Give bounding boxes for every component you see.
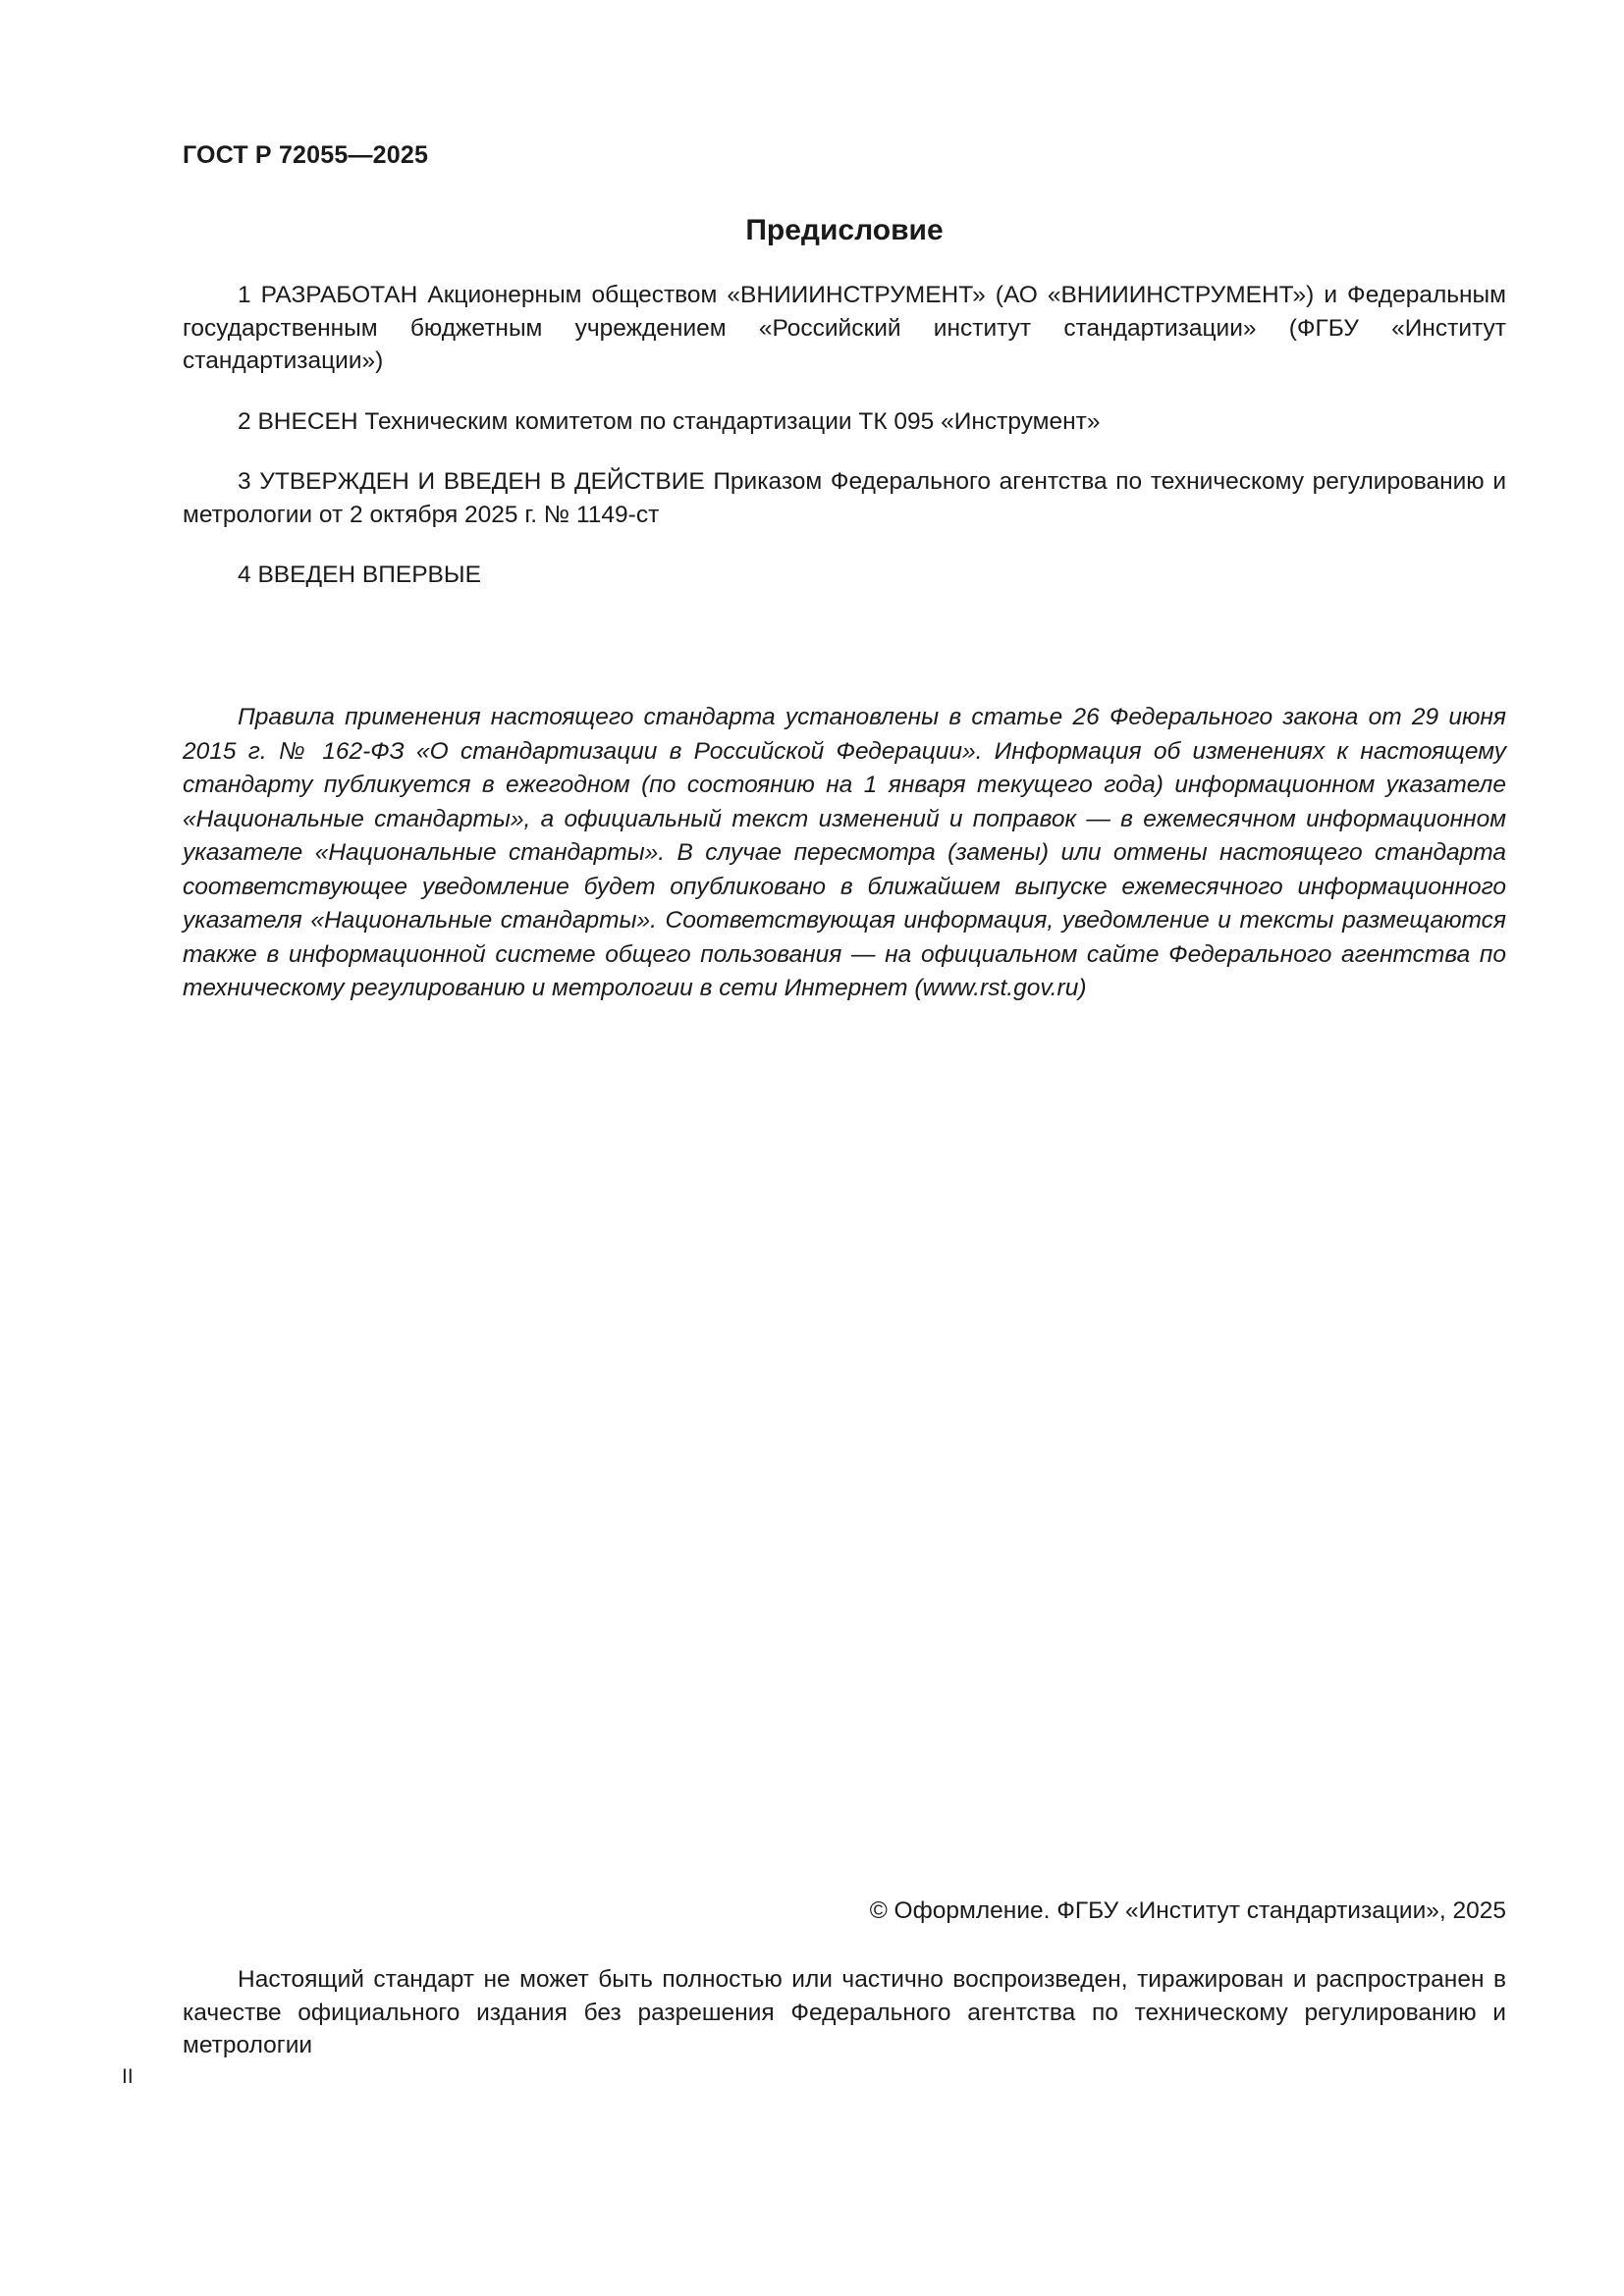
- application-rules-note: [183, 701, 1506, 1006]
- foreword-clause-4: [183, 559, 1506, 592]
- clause-number-1: 1: [238, 282, 251, 308]
- copyright-line: © Оформление. ФГБУ «Институт стандартизации», 2025: [869, 1897, 1506, 1924]
- clause-number-4: 4: [238, 561, 251, 588]
- clause-text-2: ВНЕСЕН Техническим комитетом по стандартизации ТК 095 «Инструмент»: [257, 407, 1101, 435]
- page-title: Предисловие: [745, 214, 944, 246]
- restriction-text: Настоящий стандарт не может быть полностью или частично воспроизведен, тиражирован и распространен в качестве официального издания без разрешения Федерального агентства по техническому регулированию и метрологии: [183, 1966, 1506, 2058]
- page-number-folio: II: [122, 2065, 134, 2088]
- clause-text-3: УТВЕРЖДЕН И ВВЕДЕН В ДЕЙСТВИЕ Приказом Федерального агентства по техническому регулированию и метрологии от 2 октября 2025 г. № 1149-ст: [183, 468, 1507, 528]
- foreword-clause-list: [183, 279, 1506, 592]
- foreword-clause-1: [183, 279, 1506, 378]
- foreword-clause-3: [183, 465, 1506, 531]
- running-head-standard-number: ГОСТ Р 72055—2025: [183, 141, 429, 169]
- foreword-clause-2: [183, 405, 1506, 439]
- page-content: [122, 0, 1507, 2296]
- note-text: Правила применения настоящего стандарта установлены в статье 26 Федерального закона от 29 июня 2015 г. № 162-ФЗ «О стандартизации в Российской Федерации». Информация об изменениях к настоящему стандарту публикуется в ежегодном (по состоянию на 1 января текущего года) информационном указателе «Национальные стандарты», а официальный текст изменений и поправок — в ежемесячном информационном указателе «Национальные стандарты». В случае пересмотра (замены) или отмены настоящего стандарта соответствующее уведомление будет опубликовано в ближайшем выпуске ежемесячного информационного указателя «Национальные стандарты». Соответствующая информация, уведомление и тексты размещаются также в информационной системе общего пользования — на официальном сайте Федерального агентства по техническому регулированию и метрологии в сети Интернет (www.rst.gov.ru): [183, 704, 1506, 1001]
- clause-text-1: РАЗРАБОТАН Акционерным обществом «ВНИИИНСТРУМЕНТ» (АО «ВНИИИНСТРУМЕНТ») и Федеральным государственным бюджетным учреждением «Российский институт стандартизации» (ФГБУ «Институт стандартизации»): [183, 282, 1506, 374]
- clause-number-3: 3: [238, 468, 251, 495]
- clause-number-2: 2: [238, 407, 251, 435]
- clause-text-4: ВВЕДЕН ВПЕРВЫЕ: [257, 561, 481, 588]
- reproduction-restriction-note: [183, 1963, 1506, 2062]
